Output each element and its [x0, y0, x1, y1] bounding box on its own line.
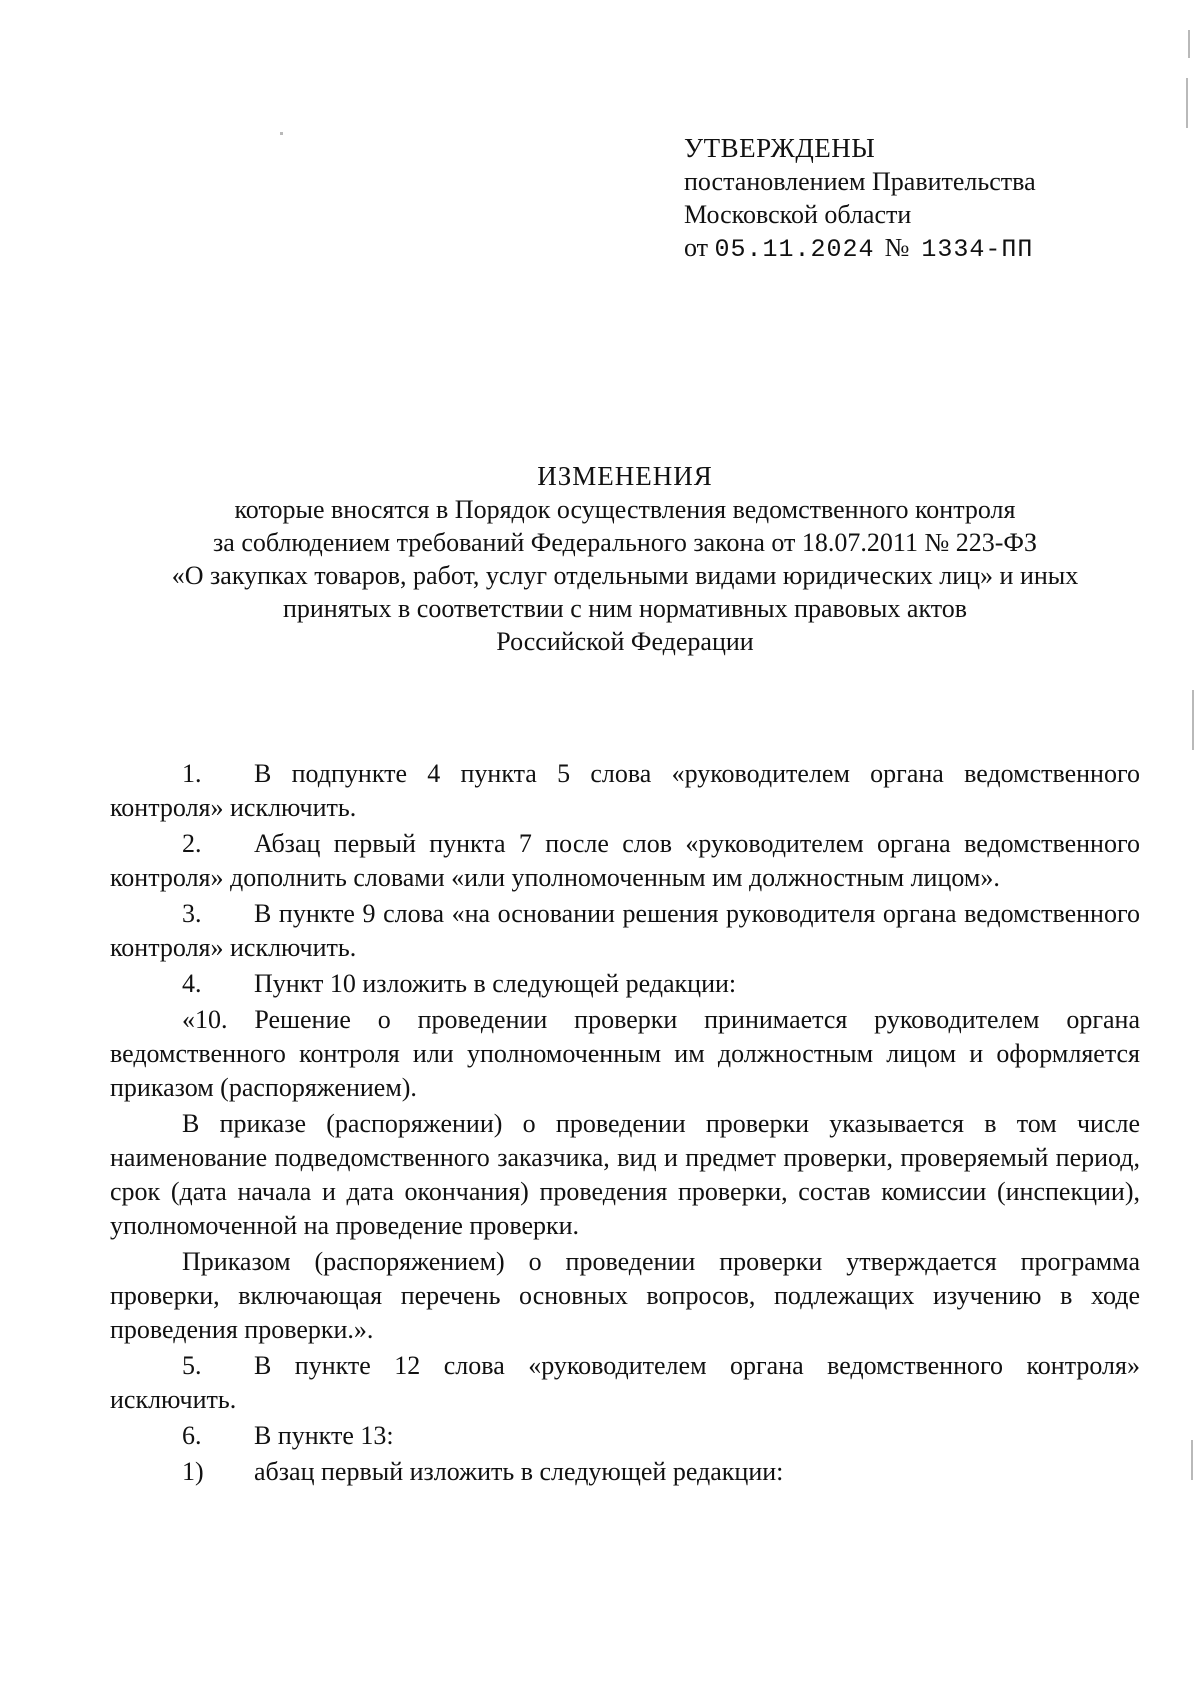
item-number: 1) [182, 1457, 204, 1486]
approval-date-line [684, 231, 1164, 266]
document-subtitle-line-3: «О закупках товаров, работ, услуг отдельными видами юридических лиц» и иных [171, 561, 1079, 590]
scan-artifact [1186, 78, 1188, 128]
scan-artifact [1191, 1440, 1193, 1480]
item-number: 5. [182, 1351, 202, 1380]
document-subtitle-line-1: которые вносятся в Порядок осуществления ведомственного контроля [234, 495, 1016, 524]
amendment-subitem-1 [110, 1455, 1140, 1489]
quoted-paragraph-3: Приказом (распоряжением) о проведении проверки утверждается программа проверки, включающая перечень основных вопросов, подлежащих изучению в ходе проведения проверки.». [110, 1247, 1140, 1344]
approval-title: УТВЕРЖДЕНЫ [684, 133, 876, 163]
item-number: 3. [182, 899, 202, 928]
scan-artifact [1188, 30, 1190, 58]
amendment-item-4 [110, 967, 1140, 1001]
approval-number-sign: № [884, 233, 910, 262]
approval-line-resolution: постановлением Правительства [684, 167, 1036, 196]
item-text: абзац первый изложить в следующей редакции: [254, 1457, 784, 1486]
amendment-item-3 [110, 897, 1140, 965]
approval-line-region: Московской области [684, 200, 912, 229]
approval-date: 05.11.2024 [714, 235, 875, 264]
amendment-item-5 [110, 1349, 1140, 1417]
item-number: 4. [182, 969, 202, 998]
approval-number: 1334-ПП [921, 235, 1034, 264]
item-text: В подпункте 4 пункта 5 слова «руководителем органа ведомственного контроля» исключить. [110, 759, 1140, 822]
approval-date-prefix: от [684, 233, 709, 262]
document-subtitle-line-5: Российской Федерации [496, 627, 754, 656]
item-text: Абзац первый пункта 7 после слов «руководителем органа ведомственного контроля» дополнить словами «или уполномоченным им должностным лицом». [110, 829, 1140, 892]
scan-artifact [280, 132, 283, 135]
document-body [110, 757, 1140, 1489]
item-number: 2. [182, 829, 202, 858]
item-number: 1. [182, 759, 202, 788]
quoted-paragraph-2: В приказе (распоряжении) о проведении проверки указывается в том числе наименование подведомственного заказчика, вид и предмет проверки, проверяемый период, срок (дата начала и дата окончания) проведения проверки, состав комиссии (инспекции), уполномоченной на проведение проверки. [110, 1109, 1140, 1240]
amendment-item-6 [110, 1419, 1140, 1453]
item-text: В пункте 9 слова «на основании решения руководителя органа ведомственного контроля» исключить. [110, 899, 1140, 962]
document-heading: ИЗМЕНЕНИЯ [537, 461, 713, 491]
approval-stamp-block [684, 132, 1164, 266]
amendment-item-2 [110, 827, 1140, 895]
document-title-block [100, 460, 1150, 658]
document-subtitle-line-4: принятых в соответствии с ним нормативных правовых актов [282, 594, 968, 623]
item-text: Пункт 10 изложить в следующей редакции: [254, 969, 737, 998]
scan-artifact [1192, 690, 1194, 750]
amendment-item-1 [110, 757, 1140, 825]
quoted-paragraph-1: «10. Решение о проведении проверки принимается руководителем органа ведомственного контроля или уполномоченным им должностным лицом и оформляется приказом (распоряжением). [110, 1005, 1140, 1102]
document-subtitle-line-2: за соблюдением требований Федерального закона от 18.07.2011 № 223-ФЗ [213, 528, 1037, 557]
item-text: В пункте 13: [254, 1421, 394, 1450]
item-text: В пункте 12 слова «руководителем органа ведомственного контроля» исключить. [110, 1351, 1140, 1414]
item-number: 6. [182, 1421, 202, 1450]
